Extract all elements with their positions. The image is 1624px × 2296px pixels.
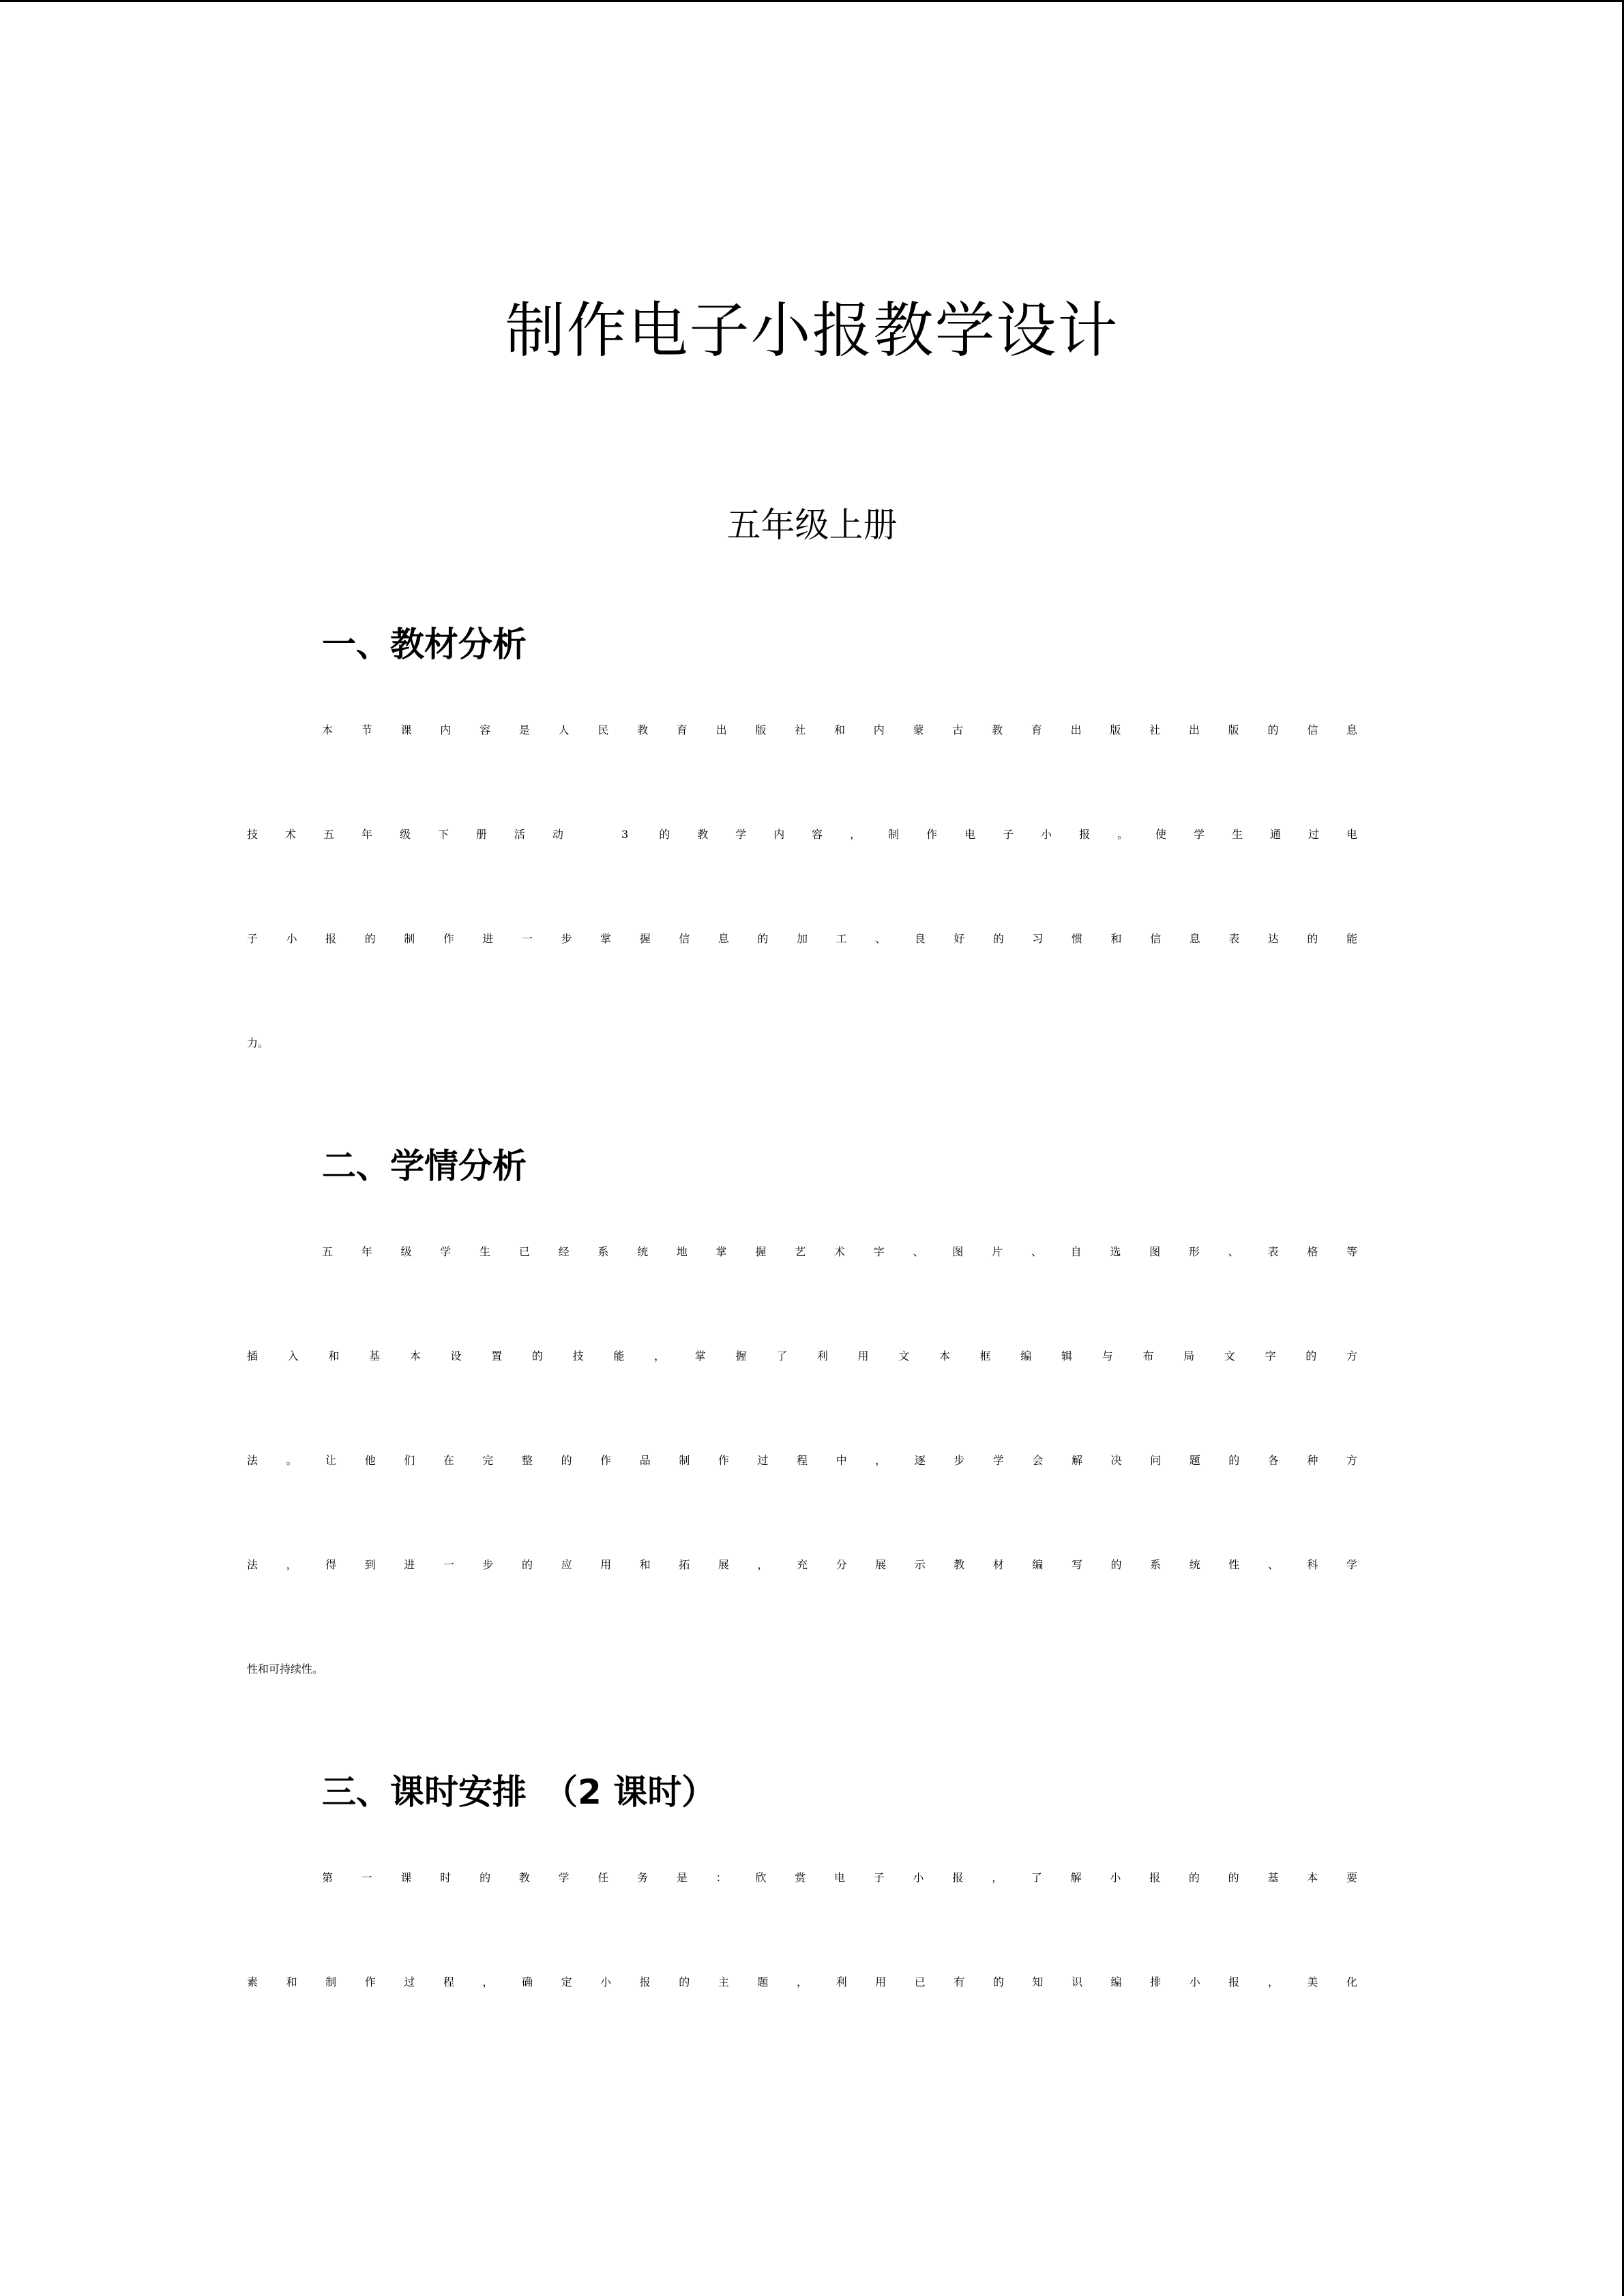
section-paragraph-schedule bbox=[247, 1869, 1357, 2078]
paragraph-line: 法，得到进一步的应用和拓展，充分展示教材编写的系统性、科学 bbox=[247, 1558, 1357, 1571]
paragraph-line: 五年级学生已经系统地掌握艺术字、图片、自选图形、表格等 bbox=[322, 1245, 1357, 1258]
paragraph-line: 力。 bbox=[247, 1037, 269, 1049]
paragraph-line: 子小报的制作进一步掌握信息的加工、良好的习惯和信息表达的能 bbox=[247, 932, 1357, 945]
section-paragraph-textbook-analysis bbox=[247, 721, 1357, 1139]
document-body bbox=[247, 617, 1357, 2078]
section-heading-schedule: 三、课时安排 （2 课时） bbox=[322, 1772, 716, 1812]
paragraph-line: 本节课内容是人民教育出版社和内蒙古教育出版社出版的信息 bbox=[322, 724, 1357, 736]
paragraph-line: 第一课时的教学任务是：欣赏电子小报，了解小报的的基本要 bbox=[322, 1871, 1357, 1884]
document-title: 制作电子小报教学设计 bbox=[505, 295, 1119, 366]
paragraph-line: 插入和基本设置的技能，掌握了利用文本框编辑与布局文字的方 bbox=[247, 1350, 1357, 1362]
section-heading-student-analysis: 二、学情分析 bbox=[322, 1146, 527, 1186]
paragraph-line: 法。让他们在完整的作品制作过程中，逐步学会解决问题的各种方 bbox=[247, 1454, 1357, 1467]
section-heading-textbook-analysis: 一、教材分析 bbox=[322, 625, 527, 664]
paragraph-line: 技术五年级下册活动 3 的教学内容，制作电子小报。使学生通过电 bbox=[247, 828, 1357, 841]
paragraph-line: 性和可持续性。 bbox=[247, 1663, 324, 1675]
section-paragraph-student-analysis bbox=[247, 1243, 1357, 1765]
document-subtitle: 五年级上册 bbox=[726, 505, 898, 545]
paragraph-line: 素和制作过程，确定小报的主题，利用已有的知识编排小报，美化 bbox=[247, 1976, 1357, 1988]
page-border-top bbox=[0, 0, 1624, 2]
